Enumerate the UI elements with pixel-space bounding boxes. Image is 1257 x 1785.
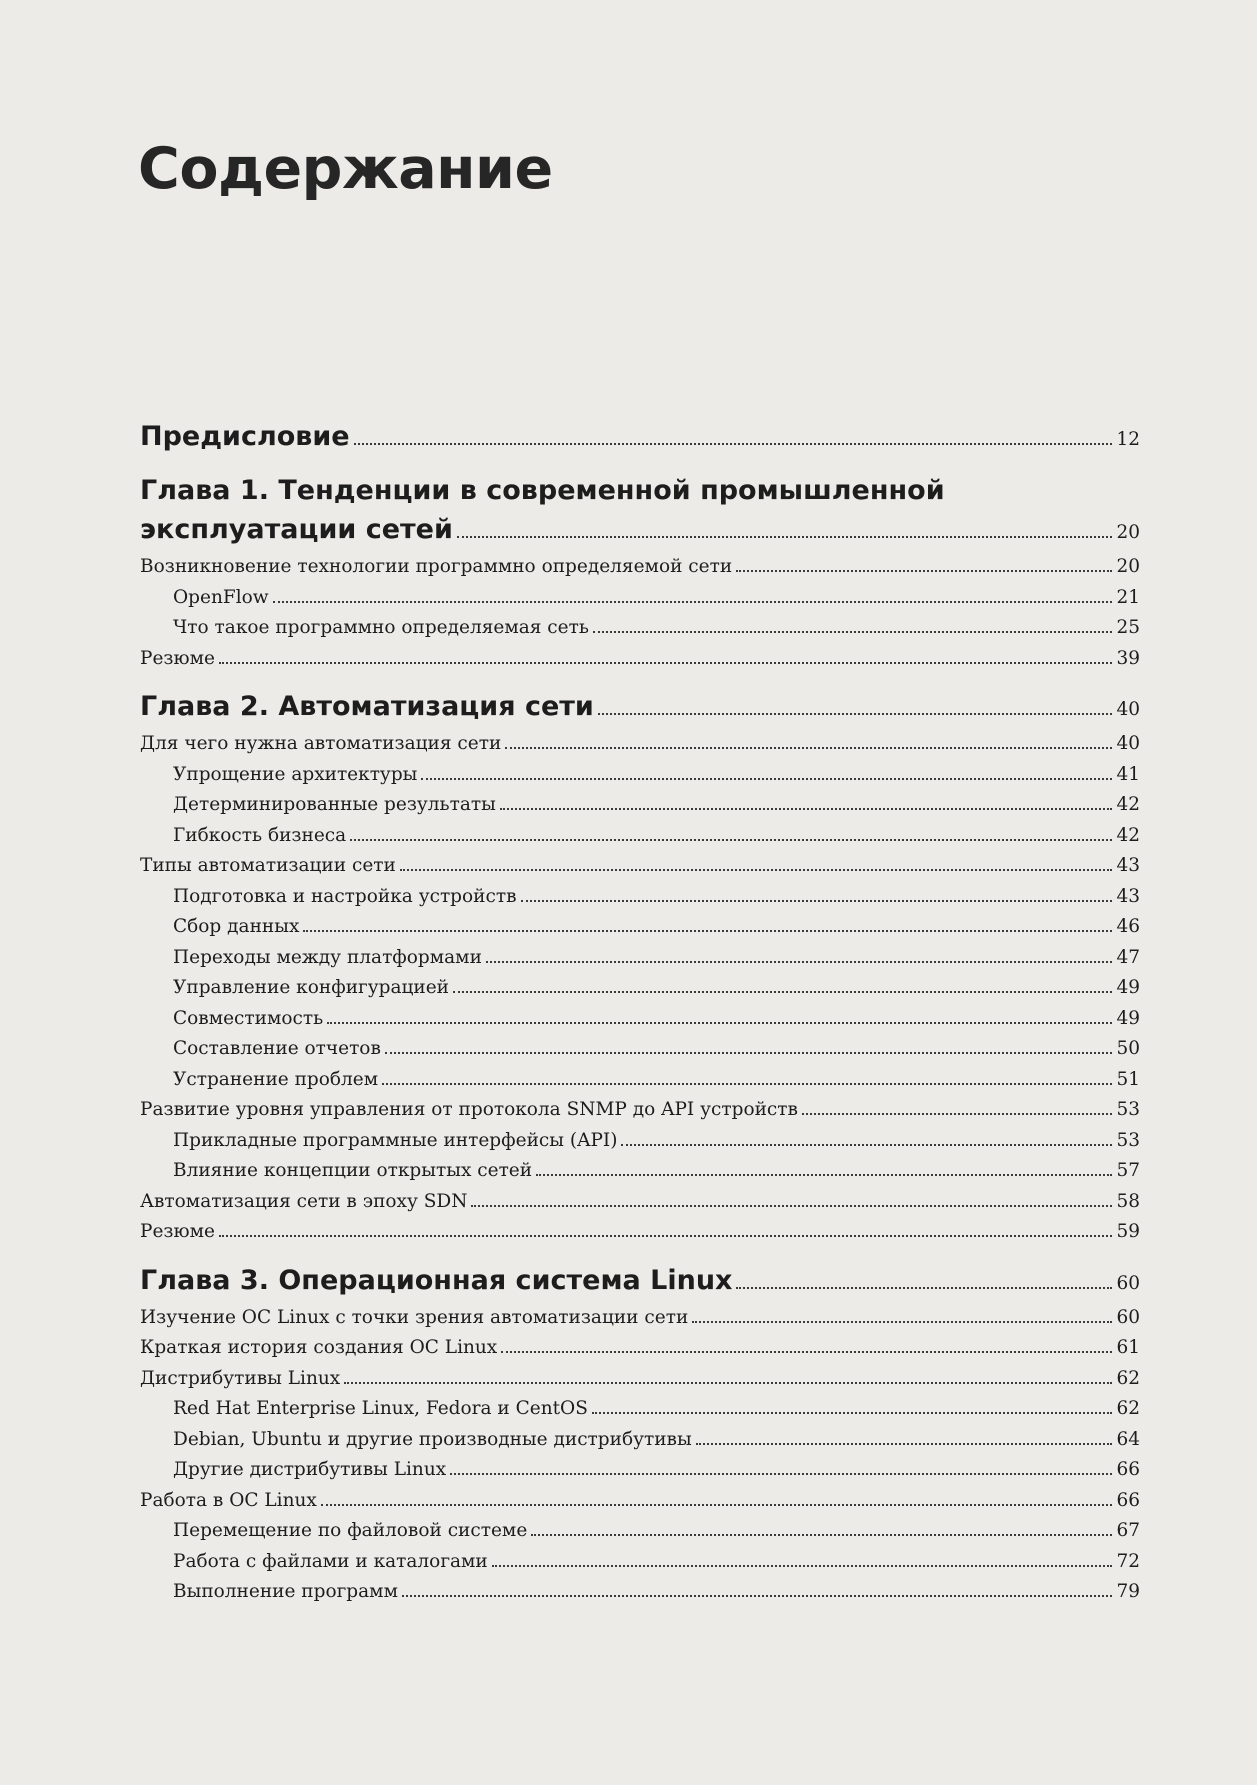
toc-page: 57 (1116, 1160, 1140, 1181)
toc-leader (736, 1287, 1112, 1289)
toc-entry (140, 1126, 1140, 1157)
toc-label: Предисловие (140, 421, 350, 452)
toc-entry (140, 821, 1140, 852)
toc-page: 42 (1116, 824, 1140, 846)
toc-leader (501, 1351, 1112, 1353)
toc-page: 67 (1116, 1520, 1140, 1541)
toc-leader (350, 839, 1112, 841)
toc-leader (457, 536, 1112, 538)
toc-leader (273, 601, 1112, 603)
toc-label: Резюме (140, 647, 215, 669)
toc-label: Влияние концепции открытых сетей (173, 1160, 533, 1181)
toc-page: 46 (1116, 916, 1140, 937)
toc-label: Глава 2. Автоматизация сети (140, 691, 594, 722)
toc-chapter-1-heading-line1: Глава 1. Тенденции в современной промышленной (140, 475, 945, 506)
toc-label: Переходы между платформами (173, 946, 482, 968)
toc-label: Глава 3. Операционная система Linux (140, 1264, 733, 1296)
toc-leader (531, 1534, 1112, 1536)
toc-entry (140, 1547, 1140, 1578)
toc-page: 62 (1116, 1398, 1140, 1419)
toc-page: 60 (1116, 1272, 1140, 1294)
toc-page: 53 (1116, 1129, 1140, 1151)
toc-leader (593, 631, 1112, 633)
toc-leader (802, 1113, 1112, 1115)
toc-label: Другие дистрибутивы Linux (173, 1459, 447, 1480)
toc-page: 47 (1116, 946, 1140, 968)
toc-label: Дистрибутивы Linux (140, 1367, 341, 1389)
toc-label: Упрощение архитектуры (173, 763, 418, 785)
toc-label: Совместимость (173, 1007, 324, 1029)
toc-entry (140, 1303, 1140, 1334)
toc-page: 66 (1116, 1459, 1140, 1480)
toc-entry-preface (140, 418, 1140, 459)
toc-entry (140, 1065, 1140, 1096)
toc-entry (140, 1333, 1140, 1364)
toc-leader (453, 991, 1112, 993)
toc-label: Работа в ОС Linux (140, 1489, 317, 1511)
toc-page: 43 (1116, 855, 1140, 876)
toc-leader (450, 1473, 1112, 1475)
toc-entry (140, 1004, 1140, 1035)
toc-leader (471, 1205, 1112, 1207)
toc-entry (140, 613, 1140, 644)
toc-entry (140, 1217, 1140, 1248)
toc-page: 50 (1116, 1038, 1140, 1059)
toc-page: 20 (1116, 522, 1140, 543)
toc-page: 53 (1116, 1099, 1140, 1120)
toc-page: 62 (1116, 1367, 1140, 1389)
toc-entry (140, 1034, 1140, 1065)
toc-chapter-3 (140, 1262, 1140, 1303)
toc-label: Развитие уровня управления от протокола SNMP до API устройств (140, 1099, 798, 1120)
toc-entry (140, 1455, 1140, 1486)
toc-page: 58 (1116, 1190, 1140, 1212)
toc-label: Подготовка и настройка устройств (173, 885, 517, 907)
toc-leader (321, 1504, 1112, 1506)
toc-leader (402, 1595, 1112, 1597)
toc-page: 40 (1116, 699, 1140, 720)
toc-page: 39 (1116, 647, 1140, 669)
toc-label: Детерминированные результаты (173, 794, 496, 815)
toc-leader (382, 1083, 1112, 1085)
toc-label: Debian, Ubuntu и другие производные дистрибутивы (173, 1428, 692, 1450)
toc-page: 21 (1116, 586, 1140, 608)
toc-label: Управление конфигурацией (173, 977, 449, 998)
toc-entry (140, 1394, 1140, 1425)
toc-entry (140, 1156, 1140, 1187)
toc-leader (736, 570, 1112, 572)
toc-entry (140, 790, 1140, 821)
toc-label: Устранение проблем (173, 1068, 379, 1090)
toc-entry (140, 552, 1140, 583)
toc-leader (505, 747, 1112, 749)
toc-page: 41 (1116, 763, 1140, 785)
toc-leader (344, 1382, 1112, 1384)
toc-leader (421, 778, 1112, 780)
toc-leader (327, 1022, 1112, 1024)
toc-page: 64 (1116, 1428, 1140, 1450)
toc-entry (140, 912, 1140, 943)
toc-label: Составление отчетов (173, 1038, 381, 1059)
toc-entry (140, 1425, 1140, 1456)
toc-page: 12 (1116, 429, 1140, 450)
toc-leader (598, 713, 1112, 715)
toc-label: Перемещение по файловой системе (173, 1520, 528, 1541)
page-title: Содержание (138, 136, 553, 202)
toc-page: 25 (1116, 617, 1140, 638)
toc-page: 49 (1116, 1007, 1140, 1029)
toc-entry (140, 1486, 1140, 1517)
toc-entry (140, 760, 1140, 791)
toc-entry (140, 1364, 1140, 1395)
toc-label: Работа с файлами и каталогами (173, 1550, 488, 1572)
toc-page: 66 (1116, 1489, 1140, 1511)
toc-leader (303, 930, 1112, 932)
toc-label: Что такое программно определяемая сеть (173, 617, 589, 638)
toc-page: 79 (1116, 1581, 1140, 1602)
toc-leader (592, 1412, 1112, 1414)
toc-label: Для чего нужна автоматизация сети (140, 733, 502, 754)
toc-entry (140, 1095, 1140, 1126)
toc-label: Резюме (140, 1221, 215, 1242)
toc-label: Типы автоматизации сети (140, 855, 396, 876)
toc-leader (696, 1443, 1112, 1445)
toc-leader (536, 1174, 1112, 1176)
toc-label: OpenFlow (173, 586, 269, 608)
toc-label: Прикладные программные интерфейсы (API) (173, 1129, 618, 1151)
toc-entry (140, 882, 1140, 913)
toc-leader (486, 961, 1112, 963)
toc-chapter-1 (140, 511, 1140, 552)
toc-label: Автоматизация сети в эпоху SDN (140, 1190, 468, 1212)
toc-entry (140, 943, 1140, 974)
toc-leader (521, 900, 1112, 902)
toc-page: 59 (1116, 1221, 1140, 1242)
toc-entry (140, 1187, 1140, 1218)
toc-leader (400, 869, 1112, 871)
toc-label: эксплуатации сетей (140, 514, 453, 545)
toc-page: 61 (1116, 1337, 1140, 1358)
toc-leader (500, 808, 1112, 810)
toc-leader (219, 662, 1112, 664)
toc-page: 43 (1116, 885, 1140, 907)
toc-label: Краткая история создания ОС Linux (140, 1337, 498, 1358)
table-of-contents (140, 418, 1140, 1608)
toc-page: 40 (1116, 733, 1140, 754)
toc-page: 49 (1116, 977, 1140, 998)
toc-entry (140, 973, 1140, 1004)
toc-page: 20 (1116, 556, 1140, 577)
toc-chapter-2 (140, 688, 1140, 729)
toc-entry (140, 729, 1140, 760)
toc-leader (621, 1144, 1112, 1146)
toc-entry (140, 1577, 1140, 1608)
toc-entry (140, 583, 1140, 614)
toc-label: Сбор данных (173, 916, 300, 937)
toc-leader (492, 1565, 1112, 1567)
toc-page: 60 (1116, 1306, 1140, 1328)
toc-entry (140, 1516, 1140, 1547)
toc-entry (140, 851, 1140, 882)
toc-entry (140, 644, 1140, 675)
toc-leader (219, 1235, 1112, 1237)
toc-leader (692, 1321, 1112, 1323)
toc-leader (385, 1052, 1112, 1054)
toc-label: Гибкость бизнеса (173, 824, 347, 846)
toc-label: Возникновение технологии программно определяемой сети (140, 556, 733, 577)
toc-page: 51 (1116, 1068, 1140, 1090)
toc-label: Изучение ОС Linux с точки зрения автоматизации сети (140, 1306, 689, 1328)
toc-page: 42 (1116, 794, 1140, 815)
toc-label: Выполнение программ (173, 1581, 398, 1602)
toc-label: Red Hat Enterprise Linux, Fedora и CentOS (173, 1398, 588, 1419)
toc-page: 72 (1116, 1550, 1140, 1572)
toc-leader (354, 443, 1112, 445)
